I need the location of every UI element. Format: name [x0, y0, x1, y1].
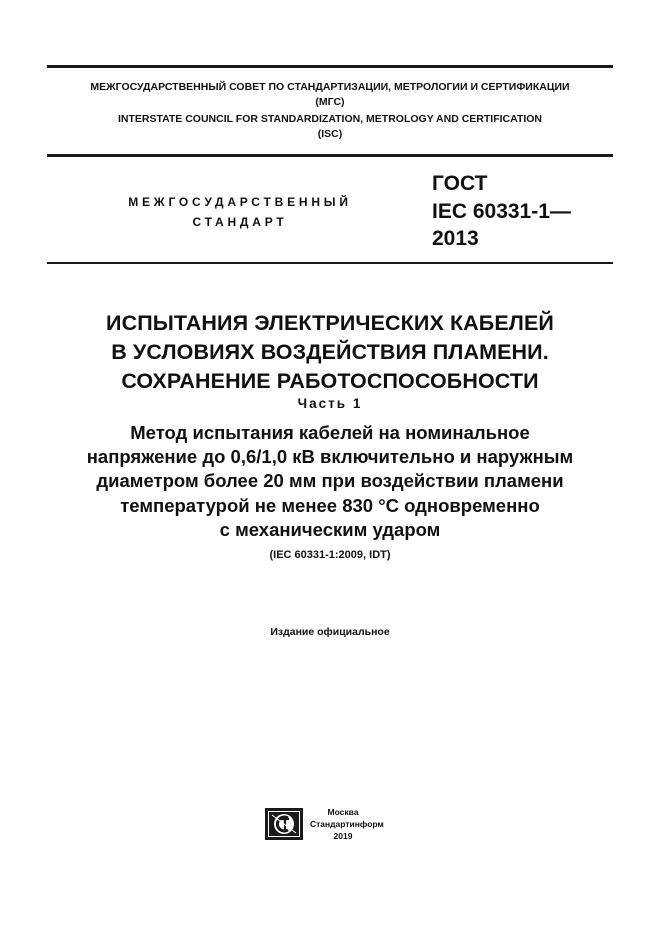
subtitle-line5: с механическим ударом — [219, 518, 441, 540]
top-divider — [47, 65, 613, 68]
designation-line1: ГОСТ — [432, 172, 488, 195]
iec-reference: (IEC 60331-1:2009, IDT) — [269, 549, 391, 561]
document-subtitle — [30, 421, 630, 542]
council-name-en-line1: INTERSTATE COUNCIL FOR STANDARDIZATION, METROLOGY AND CERTIFICATION — [117, 113, 543, 125]
council-abbrev-en: (ISC) — [317, 128, 343, 140]
council-name-ru — [47, 80, 613, 110]
edition-label: Издание официальное — [270, 626, 390, 638]
publisher-name: Стандартинформ — [310, 819, 384, 829]
designation-line2: IEC 60331-1— — [432, 199, 571, 223]
standard-type-line1: МЕЖГОСУДАРСТВЕННЫЙ — [128, 195, 352, 209]
publisher-city: Москва — [327, 807, 359, 817]
document-title — [47, 309, 613, 396]
lower-divider — [47, 262, 613, 264]
designation-line3: 2013 — [432, 227, 479, 250]
title-line1: ИСПЫТАНИЯ ЭЛЕКТРИЧЕСКИХ КАБЕЛЕЙ — [106, 311, 554, 335]
standard-designation — [432, 170, 571, 253]
title-line3: СОХРАНЕНИЕ РАБОТОСПОСОБНОСТИ — [121, 369, 539, 393]
council-name-ru-line1: МЕЖГОСУДАРСТВЕННЫЙ СОВЕТ ПО СТАНДАРТИЗАЦИИ, МЕТРОЛОГИИ И СЕРТИФИКАЦИИ — [90, 81, 570, 93]
standard-type-line2: СТАНДАРТ — [192, 215, 288, 229]
subtitle-line3: диаметром более 20 мм при воздействии пламени — [96, 470, 564, 492]
council-abbrev-ru: (МГС) — [315, 96, 345, 108]
publisher-year: 2019 — [333, 831, 353, 841]
title-line2: В УСЛОВИЯХ ВОЗДЕЙСТВИЯ ПЛАМЕНИ. — [111, 340, 549, 364]
subtitle-line1: Метод испытания кабелей на номинальное — [130, 422, 530, 443]
subtitle-line4: температурой не менее 830 °С одновременно — [120, 494, 540, 516]
middle-divider — [47, 154, 613, 157]
standard-type — [115, 192, 365, 232]
part-label: Часть 1 — [297, 396, 363, 411]
council-name-en — [47, 112, 613, 142]
publisher-info — [310, 806, 384, 842]
standartinform-logo-icon — [264, 807, 304, 841]
subtitle-line2: напряжение до 0,6/1,0 кВ включительно и наружным — [86, 446, 574, 468]
